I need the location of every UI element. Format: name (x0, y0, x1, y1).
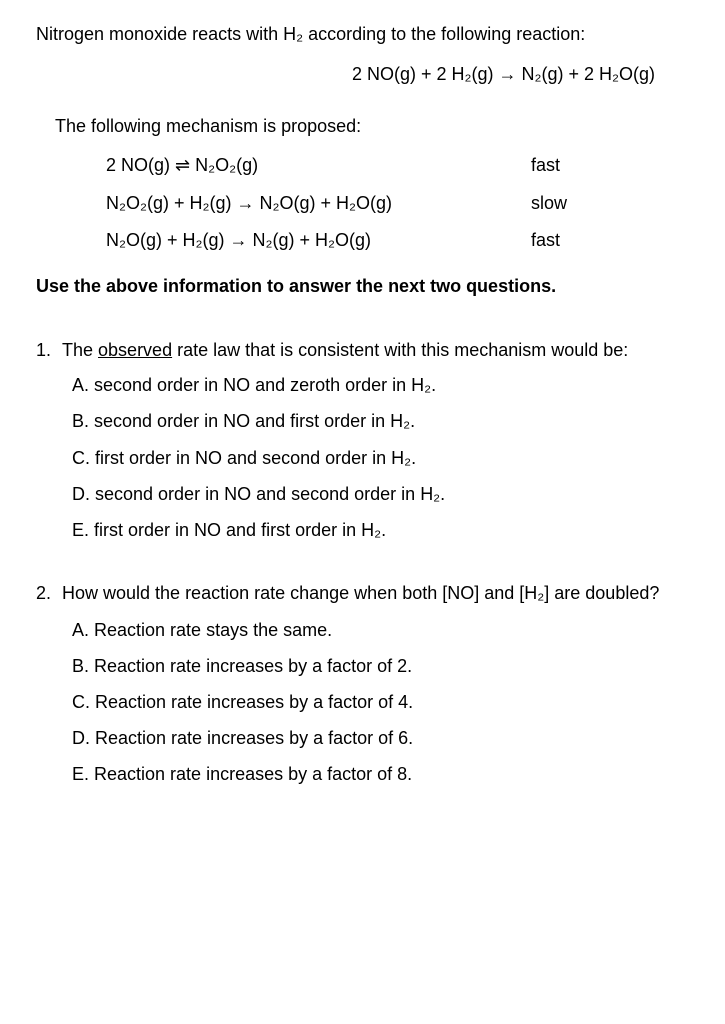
mechanism-step-3-speed: fast (531, 230, 561, 250)
question-2-option-d: D. Reaction rate increases by a factor of 6. (72, 728, 414, 748)
question-1-stem (36, 341, 628, 359)
intro-text: Nitrogen monoxide reacts with H₂ according to the following reaction: (36, 24, 586, 44)
question-1-option-d: D. second order in NO and second order in H₂. (72, 484, 446, 504)
question-2-option-a: A. Reaction rate stays the same. (72, 620, 333, 640)
mechanism-step-1-speed: fast (531, 155, 561, 175)
question-1-stem-after: rate law that is consistent with this mechanism would be: (172, 340, 629, 360)
question-1-number: 1. (36, 340, 52, 360)
question-1-stem-before: The (62, 340, 99, 360)
question-2-number: 2. (36, 583, 52, 603)
overall-reaction: 2 NO(g) + 2 H₂(g) → N₂(g) + 2 H₂O(g) (352, 64, 656, 84)
question-1-option-a: A. second order in NO and zeroth order in H₂. (72, 375, 437, 395)
question-2-stem (36, 584, 659, 602)
mechanism-intro: The following mechanism is proposed: (55, 116, 362, 136)
mechanism-step-2-speed: slow (531, 193, 568, 213)
question-2-stem-text: How would the reaction rate change when both [NO] and [H₂] are doubled? (62, 583, 660, 603)
question-2-option-e: E. Reaction rate increases by a factor of 8. (72, 764, 413, 784)
question-1-option-c: C. first order in NO and second order in H₂. (72, 448, 417, 468)
question-1-stem-underlined: observed (98, 340, 173, 360)
instruction-heading: Use the above information to answer the next two questions. (36, 276, 557, 296)
question-2-option-b: B. Reaction rate increases by a factor of 2. (72, 656, 413, 676)
mechanism-step-2-equation: N₂O₂(g) + H₂(g) → N₂O(g) + H₂O(g) (106, 193, 392, 213)
question-1-option-b: B. second order in NO and first order in H₂. (72, 411, 416, 431)
mechanism-step-1-equation: 2 NO(g) ⇌ N₂O₂(g) (106, 155, 259, 175)
question-2-option-c: C. Reaction rate increases by a factor of 4. (72, 692, 414, 712)
question-1-option-e: E. first order in NO and first order in H₂. (72, 520, 387, 540)
mechanism-step-3-equation: N₂O(g) + H₂(g) → N₂(g) + H₂O(g) (106, 230, 371, 250)
